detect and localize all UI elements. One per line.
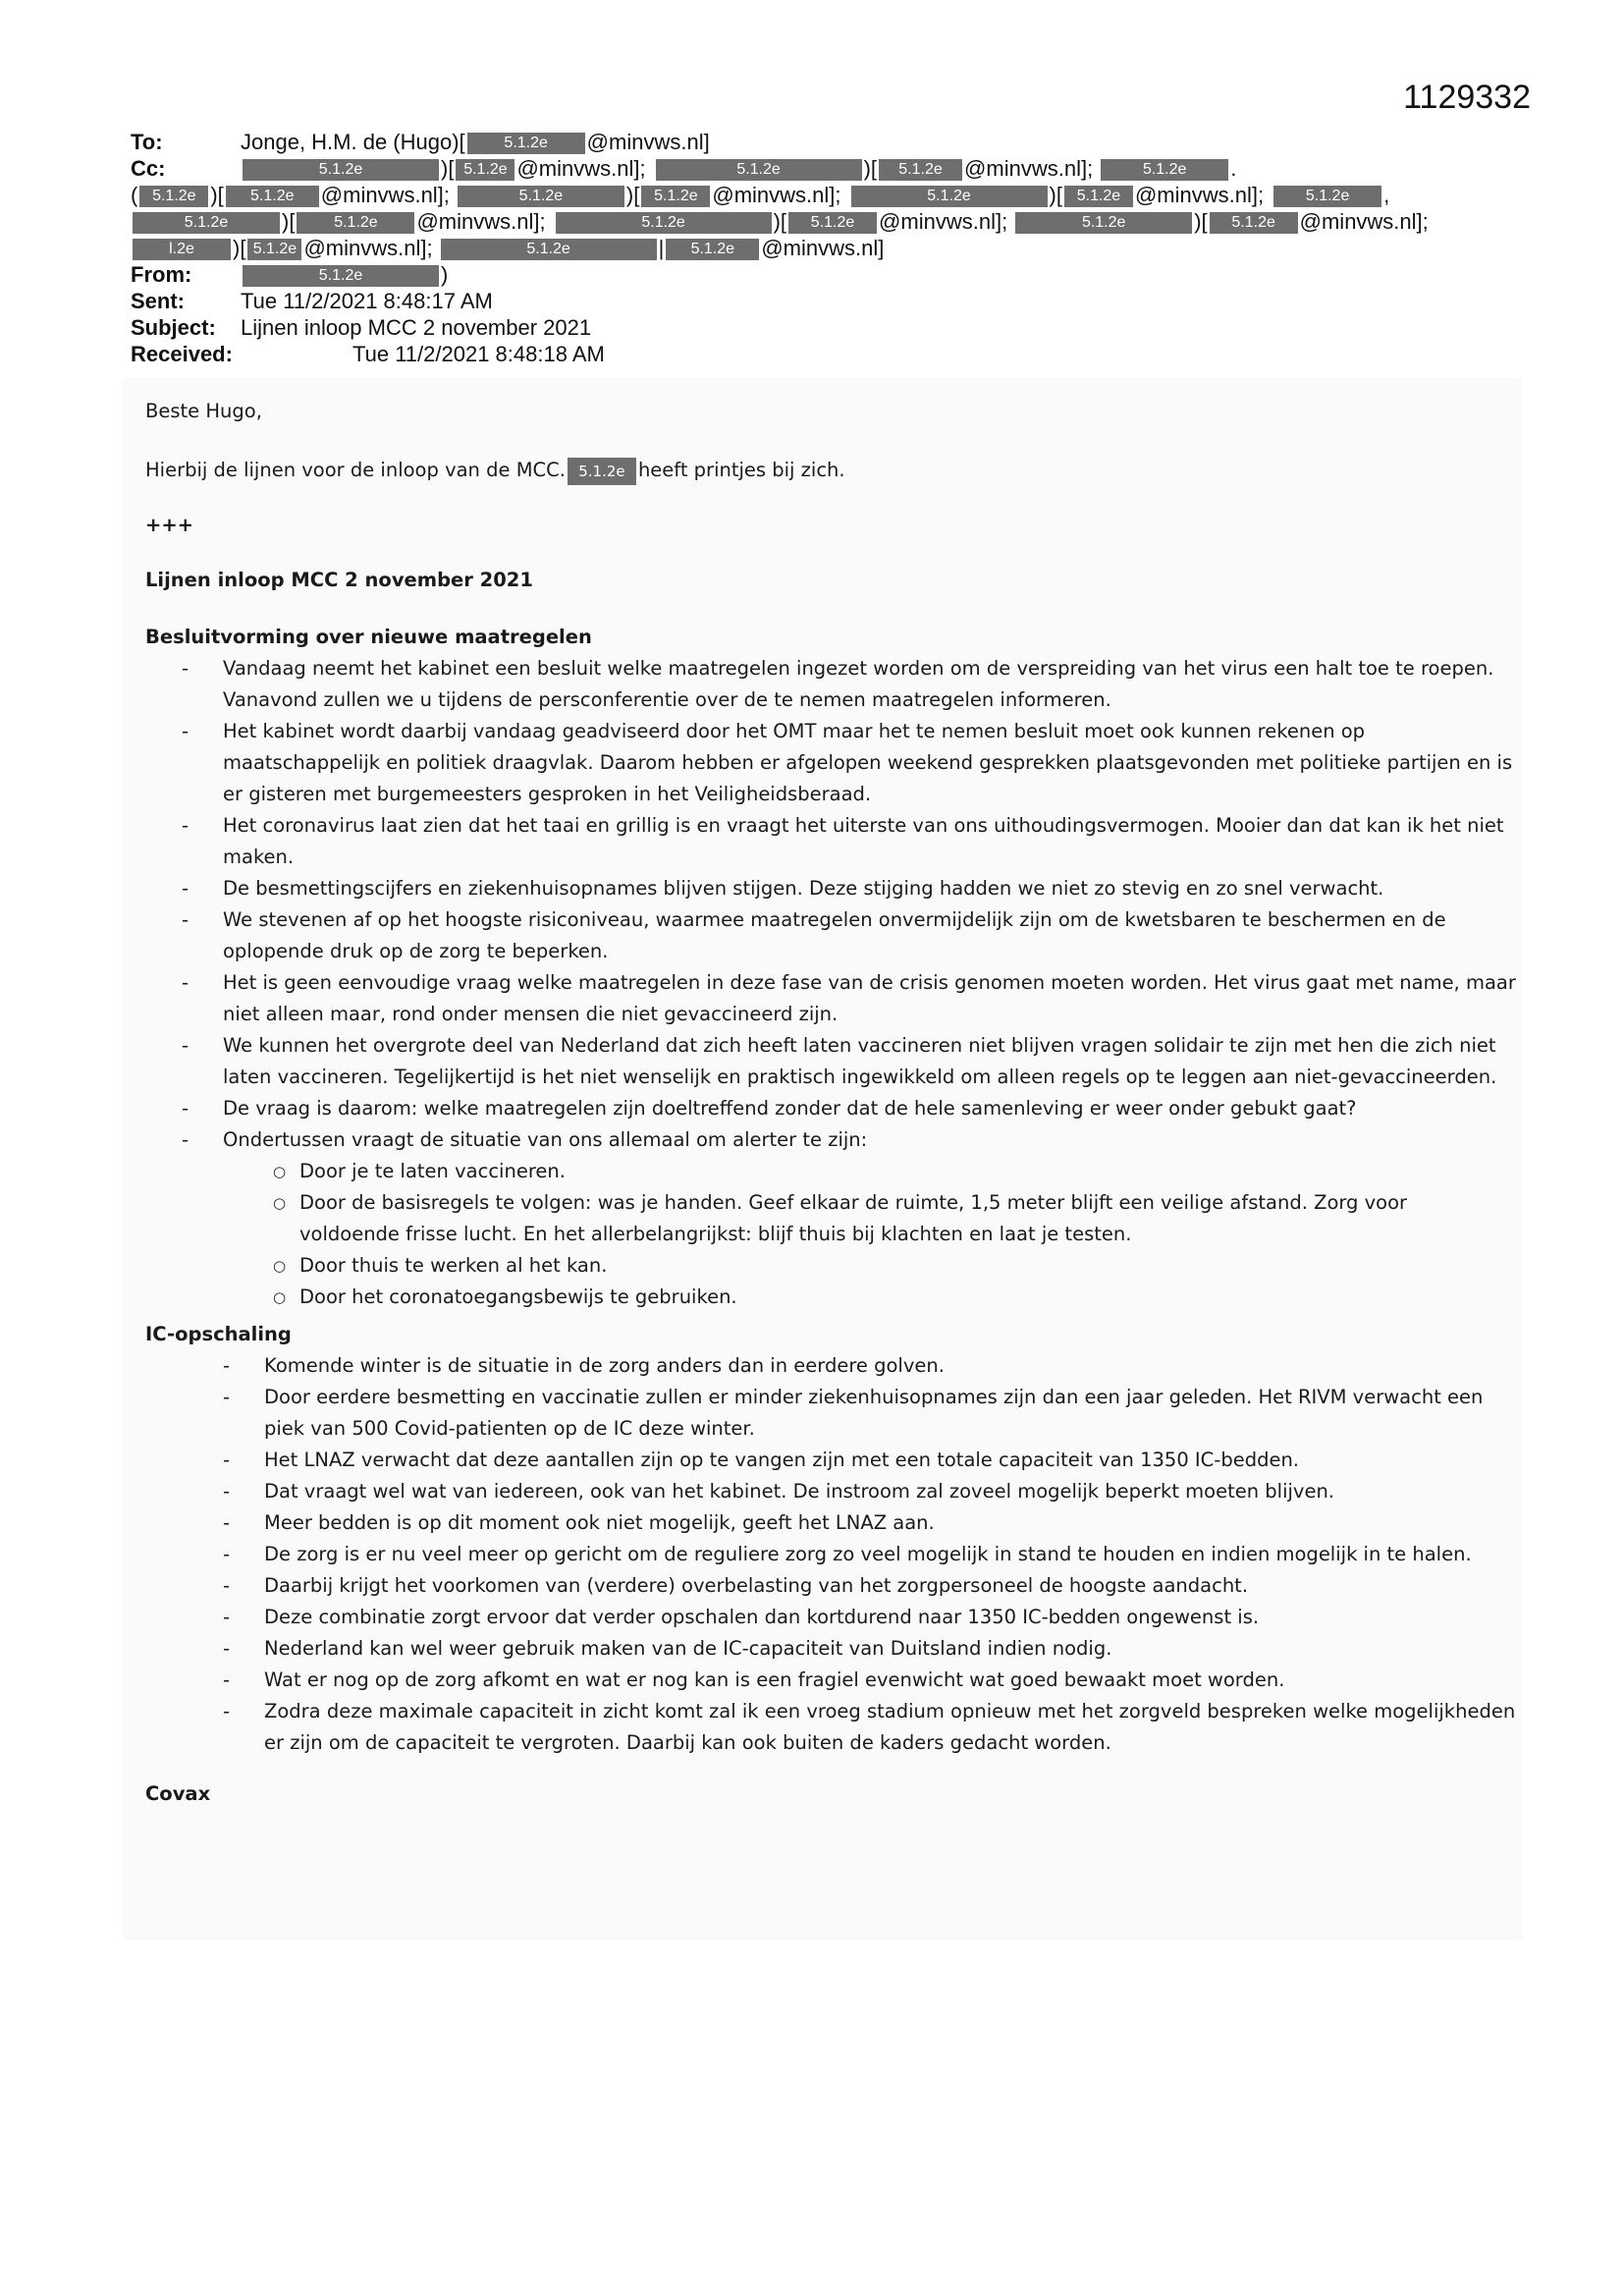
email-header	[131, 129, 1505, 367]
redaction-box: 5.1.2e	[656, 159, 862, 181]
list-item: - Zodra deze maximale capaciteit in zicht komt zal ik een vroeg stadium opnieuw met het zorgveld bespreken welke mogelijkheden er zijn om de capaciteit te vergroten. Daarbij kan ook buiten de kaders gedacht worden.	[264, 1696, 1521, 1759]
ic-opschaling-list	[145, 1350, 1521, 1759]
list-item: - Deze combinatie zorgt ervoor dat verder opschalen dan kortdurend naar 1350 IC-bedden ongewenst is.	[264, 1602, 1521, 1633]
cc-label: Cc:	[131, 156, 166, 181]
redaction-box: 5.1.2e	[1273, 186, 1381, 207]
list-item: - Ondertussen vraagt de situatie van ons allemaal om alerter te zijn:	[223, 1124, 1521, 1156]
section-heading-ic-opschaling: IC-opschaling	[145, 1323, 292, 1345]
sublist-item: ○ Door je te laten vaccineren.	[299, 1156, 1438, 1187]
sent-value: Tue 11/2/2021 8:48:17 AM	[241, 289, 493, 313]
redaction-box: 5.1.2e	[456, 159, 514, 181]
section-heading-besluitvorming: Besluitvorming over nieuwe maatregelen	[145, 626, 592, 648]
intro-paragraph: Hierbij de lijnen voor de inloop van de MCC. 5.1.2e heeft printjes bij zich.	[145, 455, 1520, 486]
sublist-item: ○ Door thuis te werken al het kan.	[299, 1250, 1438, 1282]
list-item: - We kunnen het overgrote deel van Nederland dat zich heeft laten vaccineren niet blijven vragen solidair te zijn met hen die zich niet laten vaccineren. Tegelijkertijd is het niet wenselijk en praktisch ingewikkeld om alleen regels op te leggen aan niet-gevaccineerden.	[223, 1030, 1521, 1093]
redaction-box: 5.1.2e	[133, 212, 280, 234]
email-body	[123, 378, 1522, 1940]
lines-title: Lijnen inloop MCC 2 november 2021	[145, 569, 533, 591]
besluitvorming-list	[145, 653, 1521, 1156]
redaction-box: 5.1.2e	[226, 186, 319, 207]
to-name: Jonge, H.M. de (Hugo)[	[241, 130, 465, 154]
redaction-box: 5.1.2e	[458, 186, 624, 207]
redaction-box: 5.1.2e	[1210, 212, 1298, 234]
cc-row	[131, 155, 1505, 182]
list-item: - De zorg is er nu veel meer op gericht om de reguliere zorg zo veel mogelijk in stand te houden en indien mogelijk in te halen.	[264, 1539, 1521, 1570]
received-row	[131, 341, 1505, 367]
list-item: - Meer bedden is op dit moment ook niet mogelijk, geeft het LNAZ aan.	[264, 1507, 1521, 1539]
cc-value-line-3: 5.1.2e )[ 5.1.2e @minvws.nl]; 5.1.2e )[ 5.1.2e @minvws.nl]; 5.1.2e )[ 5.1.2e @minvws.nl];	[131, 208, 1505, 235]
cc-value-line-2: ( 5.1.2e )[ 5.1.2e @minvws.nl]; 5.1.2e )[ 5.1.2e @minvws.nl]; 5.1.2e )[ 5.1.2e @minvws.nl]; 5.1.2e ,	[131, 183, 1390, 207]
redaction-box: 5.1.2e	[243, 265, 439, 287]
redaction-box: 5.1.2e	[1101, 159, 1228, 181]
redaction-box: 5.1.2e	[879, 159, 962, 181]
received-value: Tue 11/2/2021 8:48:18 AM	[352, 342, 605, 366]
subject-label: Subject:	[131, 315, 216, 340]
separator-plus: +++	[145, 514, 194, 536]
redaction-box: 5.1.2e	[666, 239, 759, 260]
redaction-box: 5.1.2e	[641, 186, 710, 207]
redaction-box: 5.1.2e	[1015, 212, 1192, 234]
cc-value-line-4: l.2e )[ 5.1.2e @minvws.nl]; 5.1.2e | 5.1.2e @minvws.nl]	[131, 235, 1505, 261]
list-item: - De besmettingscijfers en ziekenhuisopnames blijven stijgen. Deze stijging hadden we niet zo stevig en zo snel verwacht.	[223, 873, 1521, 904]
list-item: - Dat vraagt wel wat van iedereen, ook van het kabinet. De instroom zal zoveel mogelijk beperkt moeten blijven.	[264, 1476, 1521, 1507]
sublist-item: ○ Door de basisregels te volgen: was je handen. Geef elkaar de ruimte, 1,5 meter blijft een veilige afstand. Zorg voor voldoende frisse lucht. En het allerbelangrijkst: blijf thuis bij klachten en laat je testen.	[299, 1187, 1438, 1250]
sent-label: Sent:	[131, 289, 185, 313]
sent-row	[131, 288, 1505, 314]
subject-value: Lijnen inloop MCC 2 november 2021	[241, 315, 592, 340]
list-item: - Het LNAZ verwacht dat deze aantallen zijn op te vangen zijn met een totale capaciteit van 1350 IC-bedden.	[264, 1445, 1521, 1476]
to-label: To:	[131, 130, 163, 154]
list-item: - We stevenen af op het hoogste risiconiveau, waarmee maatregelen onvermijdelijk zijn om de kwetsbaren te beschermen en de oplopende druk op de zorg te beperken.	[223, 904, 1521, 967]
redaction-box: 5.1.2e	[247, 239, 301, 260]
list-item: - Het coronavirus laat zien dat het taai en grillig is en vraagt het uiterste van ons uithoudingsvermogen. Mooier dan dat kan ik het niet maken.	[223, 810, 1521, 873]
redaction-box: 5.1.2e	[1064, 186, 1133, 207]
list-item: - Komende winter is de situatie in de zorg anders dan in eerdere golven.	[264, 1350, 1521, 1382]
from-value: 5.1.2e )	[241, 261, 448, 288]
to-value	[241, 129, 710, 155]
cc-value-line-1: 5.1.2e )[ 5.1.2e @minvws.nl]; 5.1.2e )[ 5.1.2e @minvws.nl]; 5.1.2e .	[241, 155, 1236, 182]
alert-sublist	[145, 1156, 1438, 1313]
redaction-box: 5.1.2e	[467, 133, 585, 154]
redaction-box: 5.1.2e	[243, 159, 439, 181]
redaction-box: 5.1.2e	[297, 212, 414, 234]
redaction-box: 5.1.2e	[139, 186, 208, 207]
list-item: - Het kabinet wordt daarbij vandaag geadviseerd door het OMT maar het te nemen besluit moet ook kunnen rekenen op maatschappelijk en politiek draagvlak. Daarom hebben er afgelopen weekend gesprekken plaatsgevonden met politieke partijen en is er gisteren met burgemeesters gesproken in het Veiligheidsberaad.	[223, 716, 1521, 810]
document-number: 1129332	[1403, 79, 1531, 116]
to-domain: @minvws.nl]	[586, 130, 710, 154]
from-row	[131, 261, 1505, 288]
received-label: Received:	[131, 342, 233, 366]
redaction-box: l.2e	[133, 239, 231, 260]
redaction-box: 5.1.2e	[556, 212, 772, 234]
redaction-box: 5.1.2e	[568, 458, 636, 485]
sublist-item: ○ Door het coronatoegangsbewijs te gebruiken.	[299, 1282, 1438, 1313]
to-row	[131, 129, 1505, 155]
greeting: Beste Hugo,	[145, 400, 262, 422]
list-item: - Vandaag neemt het kabinet een besluit welke maatregelen ingezet worden om de verspreiding van het virus een halt toe te roepen. Vanavond zullen we u tijdens de persconferentie over de te nemen maatregelen informeren.	[223, 653, 1521, 716]
list-item: - Nederland kan wel weer gebruik maken van de IC-capaciteit van Duitsland indien nodig.	[264, 1633, 1521, 1665]
redaction-box: 5.1.2e	[851, 186, 1048, 207]
redaction-box: 5.1.2e	[788, 212, 877, 234]
redaction-box: 5.1.2e	[441, 239, 657, 260]
list-item: - Daarbij krijgt het voorkomen van (verdere) overbelasting van het zorgpersoneel de hoogste aandacht.	[264, 1570, 1521, 1602]
subject-row	[131, 314, 1505, 341]
section-heading-covax: Covax	[145, 1782, 211, 1805]
list-item: - Het is geen eenvoudige vraag welke maatregelen in deze fase van de crisis genomen moeten worden. Het virus gaat met name, maar niet alleen maar, rond onder mensen die niet gevaccineerd zijn.	[223, 967, 1521, 1030]
from-label: From:	[131, 262, 192, 287]
list-item: - Door eerdere besmetting en vaccinatie zullen er minder ziekenhuisopnames zijn dan een jaar geleden. Het RIVM verwacht een piek van 500 Covid-patienten op de IC deze winter.	[264, 1382, 1521, 1445]
list-item: - De vraag is daarom: welke maatregelen zijn doeltreffend zonder dat de hele samenleving er weer onder gebukt gaat?	[223, 1093, 1521, 1124]
list-item: - Wat er nog op de zorg afkomt en wat er nog kan is een fragiel evenwicht wat goed bewaakt moet worden.	[264, 1665, 1521, 1696]
